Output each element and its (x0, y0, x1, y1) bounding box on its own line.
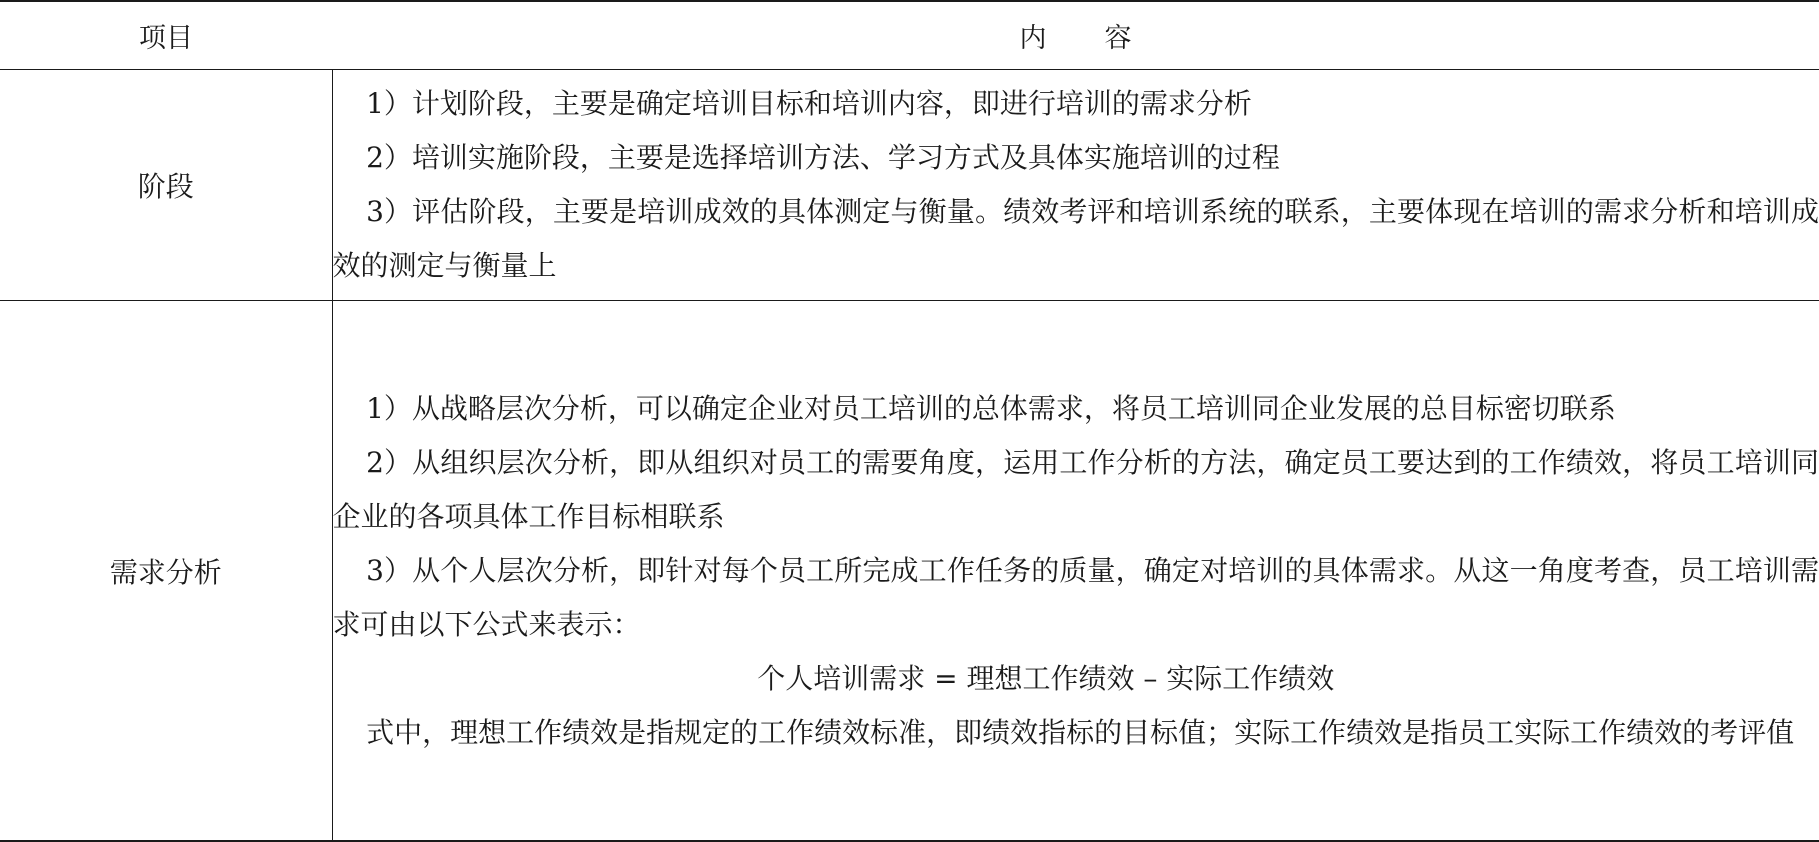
table-header-row (0, 1, 1819, 70)
table-row-needs-analysis (0, 301, 1819, 842)
header-content-char-1: 内 (1020, 23, 1047, 54)
row-content-stage (332, 70, 1819, 301)
stage-paragraph-2: 2）培训实施阶段，主要是选择培训方法、学习方式及具体实施培训的过程 (333, 131, 1819, 185)
needs-formula: 个人培训需求 = 理想工作绩效 – 实际工作绩效 (333, 652, 1819, 706)
needs-paragraph-3: 3）从个人层次分析，即针对每个员工所完成工作任务的质量，确定对培训的具体需求。从这一角度考查，员工培训需求可由以下公式来表示： (333, 544, 1819, 652)
row-label-stage: 阶段 (0, 70, 332, 301)
header-content-char-2: 容 (1105, 23, 1132, 54)
header-item: 项目 (0, 1, 332, 70)
needs-paragraph-4: 式中，理想工作绩效是指规定的工作绩效标准，即绩效指标的目标值；实际工作绩效是指员工实际工作绩效的考评值 (333, 706, 1819, 760)
header-content (332, 1, 1819, 70)
stage-paragraph-3: 3）评估阶段，主要是培训成效的具体测定与衡量。绩效考评和培训系统的联系，主要体现在培训的需求分析和培训成效的测定与衡量上 (333, 185, 1819, 293)
row-label-needs-analysis: 需求分析 (0, 301, 332, 842)
table-row-stage (0, 70, 1819, 301)
needs-paragraph-1: 1）从战略层次分析，可以确定企业对员工培训的总体需求，将员工培训同企业发展的总目标密切联系 (333, 382, 1819, 436)
stage-paragraph-1: 1）计划阶段，主要是确定培训目标和培训内容，即进行培训的需求分析 (333, 77, 1819, 131)
needs-paragraph-2: 2）从组织层次分析，即从组织对员工的需要角度，运用工作分析的方法，确定员工要达到的工作绩效，将员工培训同企业的各项具体工作目标相联系 (333, 436, 1819, 544)
row-content-needs-analysis (332, 301, 1819, 842)
